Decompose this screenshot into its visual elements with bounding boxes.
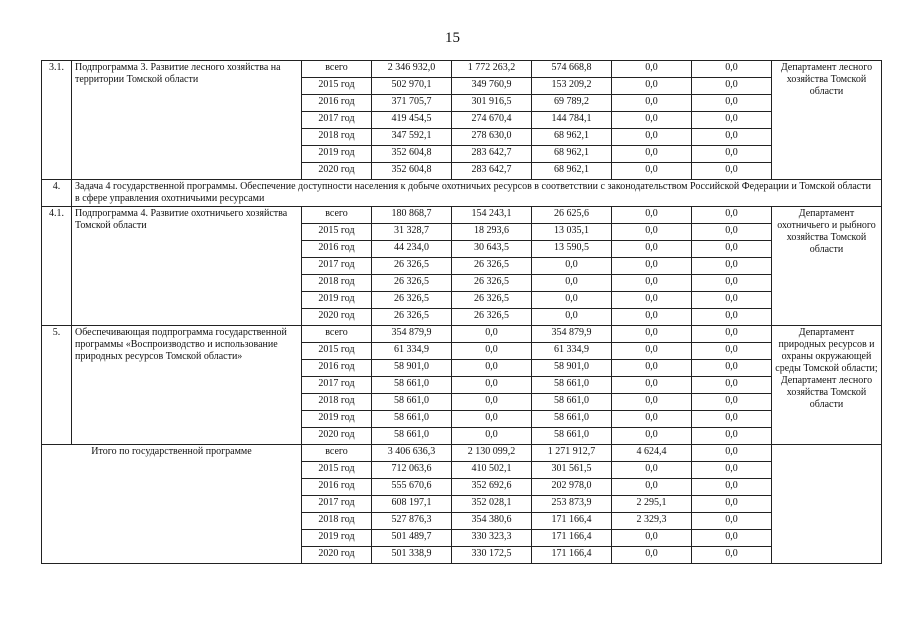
value-cell: 0,0 — [692, 411, 772, 428]
value-cell: 30 643,5 — [452, 241, 532, 258]
period-cell: 2015 год — [302, 462, 372, 479]
department-cell: Департамент охотничьего и рыбного хозяйства Томской области — [772, 207, 882, 326]
value-cell: 68 962,1 — [532, 163, 612, 180]
value-cell: 354 380,6 — [452, 513, 532, 530]
total-value-cell: 2 346 932,0 — [372, 61, 452, 78]
value-cell: 0,0 — [452, 343, 532, 360]
value-cell: 2 329,3 — [612, 513, 692, 530]
total-value-cell: 608 197,1 — [372, 496, 452, 513]
period-cell: 2016 год — [302, 360, 372, 377]
department-cell — [772, 445, 882, 564]
value-cell: 0,0 — [612, 377, 692, 394]
value-cell: 0,0 — [692, 61, 772, 78]
task-row — [42, 180, 882, 207]
value-cell: 26 326,5 — [452, 275, 532, 292]
period-cell: 2020 год — [302, 547, 372, 564]
total-value-cell: 58 661,0 — [372, 428, 452, 445]
value-cell: 0,0 — [612, 275, 692, 292]
department-cell: Департамент лесного хозяйства Томской области — [772, 61, 882, 180]
value-cell: 0,0 — [692, 129, 772, 146]
period-cell: всего — [302, 207, 372, 224]
total-label: Итого по государственной программе — [42, 445, 302, 564]
value-cell: 69 789,2 — [532, 95, 612, 112]
value-cell: 0,0 — [692, 207, 772, 224]
value-cell: 0,0 — [692, 513, 772, 530]
value-cell: 4 624,4 — [612, 445, 692, 462]
total-value-cell: 61 334,9 — [372, 343, 452, 360]
period-cell: 2018 год — [302, 275, 372, 292]
table-row — [42, 445, 882, 462]
value-cell: 0,0 — [532, 292, 612, 309]
total-value-cell: 419 454,5 — [372, 112, 452, 129]
funding-table — [41, 60, 882, 564]
value-cell: 0,0 — [692, 258, 772, 275]
period-cell: 2020 год — [302, 163, 372, 180]
value-cell: 26 326,5 — [452, 309, 532, 326]
value-cell: 0,0 — [692, 95, 772, 112]
value-cell: 0,0 — [692, 530, 772, 547]
value-cell: 0,0 — [692, 496, 772, 513]
value-cell: 1 772 263,2 — [452, 61, 532, 78]
value-cell: 0,0 — [692, 428, 772, 445]
value-cell: 0,0 — [692, 309, 772, 326]
page-number: 15 — [445, 30, 460, 46]
value-cell: 410 502,1 — [452, 462, 532, 479]
value-cell: 0,0 — [612, 326, 692, 343]
value-cell: 58 661,0 — [532, 428, 612, 445]
value-cell: 0,0 — [612, 146, 692, 163]
value-cell: 354 879,9 — [532, 326, 612, 343]
period-cell: 2017 год — [302, 377, 372, 394]
value-cell: 0,0 — [612, 241, 692, 258]
value-cell: 0,0 — [612, 112, 692, 129]
period-cell: 2019 год — [302, 530, 372, 547]
value-cell: 26 326,5 — [452, 258, 532, 275]
total-value-cell: 26 326,5 — [372, 292, 452, 309]
period-cell: 2018 год — [302, 394, 372, 411]
total-value-cell: 555 670,6 — [372, 479, 452, 496]
value-cell: 0,0 — [692, 343, 772, 360]
total-value-cell: 501 338,9 — [372, 547, 452, 564]
total-value-cell: 354 879,9 — [372, 326, 452, 343]
value-cell: 13 590,5 — [532, 241, 612, 258]
total-value-cell: 26 326,5 — [372, 309, 452, 326]
row-number: 5. — [42, 326, 72, 445]
value-cell: 352 028,1 — [452, 496, 532, 513]
value-cell: 26 625,6 — [532, 207, 612, 224]
value-cell: 330 323,3 — [452, 530, 532, 547]
total-value-cell: 347 592,1 — [372, 129, 452, 146]
value-cell: 0,0 — [452, 411, 532, 428]
value-cell: 0,0 — [692, 224, 772, 241]
value-cell: 0,0 — [692, 394, 772, 411]
value-cell: 0,0 — [612, 394, 692, 411]
period-cell: 2015 год — [302, 224, 372, 241]
value-cell: 58 661,0 — [532, 411, 612, 428]
value-cell: 1 271 912,7 — [532, 445, 612, 462]
total-value-cell: 44 234,0 — [372, 241, 452, 258]
value-cell: 330 172,5 — [452, 547, 532, 564]
value-cell: 301 561,5 — [532, 462, 612, 479]
value-cell: 0,0 — [692, 146, 772, 163]
table-row — [42, 326, 882, 343]
period-cell: 2018 год — [302, 513, 372, 530]
value-cell: 253 873,9 — [532, 496, 612, 513]
value-cell: 0,0 — [692, 275, 772, 292]
period-cell: 2017 год — [302, 258, 372, 275]
value-cell: 0,0 — [612, 428, 692, 445]
period-cell: 2019 год — [302, 146, 372, 163]
total-value-cell: 527 876,3 — [372, 513, 452, 530]
value-cell: 0,0 — [612, 530, 692, 547]
total-value-cell: 58 661,0 — [372, 377, 452, 394]
value-cell: 0,0 — [692, 78, 772, 95]
value-cell: 0,0 — [612, 462, 692, 479]
table-row — [42, 207, 882, 224]
period-cell: всего — [302, 445, 372, 462]
period-cell: 2019 год — [302, 411, 372, 428]
value-cell: 202 978,0 — [532, 479, 612, 496]
value-cell: 2 295,1 — [612, 496, 692, 513]
value-cell: 68 962,1 — [532, 129, 612, 146]
subprogram-name: Обеспечивающая подпрограмма государственной программы «Воспроизводство и использование природных ресурсов Томской области» — [72, 326, 302, 445]
value-cell: 171 166,4 — [532, 513, 612, 530]
value-cell: 0,0 — [532, 309, 612, 326]
value-cell: 0,0 — [612, 360, 692, 377]
period-cell: 2017 год — [302, 496, 372, 513]
value-cell: 0,0 — [692, 292, 772, 309]
row-number: 3.1. — [42, 61, 72, 180]
value-cell: 153 209,2 — [532, 78, 612, 95]
value-cell: 352 692,6 — [452, 479, 532, 496]
value-cell: 0,0 — [692, 112, 772, 129]
value-cell: 283 642,7 — [452, 163, 532, 180]
value-cell: 0,0 — [612, 224, 692, 241]
value-cell: 26 326,5 — [452, 292, 532, 309]
value-cell: 0,0 — [452, 428, 532, 445]
value-cell: 0,0 — [692, 163, 772, 180]
value-cell: 61 334,9 — [532, 343, 612, 360]
value-cell: 18 293,6 — [452, 224, 532, 241]
value-cell: 58 661,0 — [532, 394, 612, 411]
period-cell: 2018 год — [302, 129, 372, 146]
period-cell: 2016 год — [302, 95, 372, 112]
value-cell: 0,0 — [692, 360, 772, 377]
value-cell: 0,0 — [692, 377, 772, 394]
row-number: 4.1. — [42, 207, 72, 326]
total-value-cell: 58 661,0 — [372, 394, 452, 411]
value-cell: 278 630,0 — [452, 129, 532, 146]
total-value-cell: 712 063,6 — [372, 462, 452, 479]
value-cell: 0,0 — [452, 360, 532, 377]
value-cell: 171 166,4 — [532, 547, 612, 564]
total-value-cell: 3 406 636,3 — [372, 445, 452, 462]
total-value-cell: 58 661,0 — [372, 411, 452, 428]
department-cell: Департамент природных ресурсов и охраны окружающей среды Томской области; Департамент лесного хозяйства Томской области — [772, 326, 882, 445]
value-cell: 0,0 — [692, 462, 772, 479]
value-cell: 0,0 — [452, 326, 532, 343]
total-value-cell: 26 326,5 — [372, 275, 452, 292]
value-cell: 0,0 — [612, 258, 692, 275]
value-cell: 0,0 — [612, 207, 692, 224]
period-cell: 2020 год — [302, 309, 372, 326]
value-cell: 0,0 — [612, 61, 692, 78]
total-value-cell: 58 901,0 — [372, 360, 452, 377]
period-cell: всего — [302, 326, 372, 343]
value-cell: 0,0 — [612, 292, 692, 309]
value-cell: 0,0 — [612, 343, 692, 360]
value-cell: 0,0 — [612, 547, 692, 564]
period-cell: 2019 год — [302, 292, 372, 309]
value-cell: 0,0 — [612, 78, 692, 95]
value-cell: 0,0 — [692, 326, 772, 343]
value-cell: 0,0 — [612, 95, 692, 112]
value-cell: 58 661,0 — [532, 377, 612, 394]
value-cell: 0,0 — [612, 163, 692, 180]
value-cell: 2 130 099,2 — [452, 445, 532, 462]
value-cell: 349 760,9 — [452, 78, 532, 95]
value-cell: 144 784,1 — [532, 112, 612, 129]
total-value-cell: 31 328,7 — [372, 224, 452, 241]
period-cell: 2017 год — [302, 112, 372, 129]
subprogram-name: Подпрограмма 4. Развитие охотничьего хозяйства Томской области — [72, 207, 302, 326]
value-cell: 171 166,4 — [532, 530, 612, 547]
total-value-cell: 371 705,7 — [372, 95, 452, 112]
value-cell: 283 642,7 — [452, 146, 532, 163]
value-cell: 0,0 — [692, 547, 772, 564]
value-cell: 0,0 — [452, 377, 532, 394]
total-value-cell: 352 604,8 — [372, 163, 452, 180]
total-value-cell: 502 970,1 — [372, 78, 452, 95]
value-cell: 0,0 — [692, 479, 772, 496]
value-cell: 301 916,5 — [452, 95, 532, 112]
value-cell: 13 035,1 — [532, 224, 612, 241]
total-value-cell: 501 489,7 — [372, 530, 452, 547]
period-cell: 2016 год — [302, 479, 372, 496]
period-cell: 2015 год — [302, 343, 372, 360]
value-cell: 154 243,1 — [452, 207, 532, 224]
value-cell: 58 901,0 — [532, 360, 612, 377]
total-value-cell: 352 604,8 — [372, 146, 452, 163]
period-cell: 2016 год — [302, 241, 372, 258]
value-cell: 574 668,8 — [532, 61, 612, 78]
period-cell: всего — [302, 61, 372, 78]
value-cell: 0,0 — [692, 241, 772, 258]
value-cell: 0,0 — [532, 258, 612, 275]
value-cell: 274 670,4 — [452, 112, 532, 129]
value-cell: 0,0 — [612, 129, 692, 146]
task-text: Задача 4 государственной программы. Обеспечение доступности населения к добыче охотничьих ресурсов в соответствии с законодательством Российской Федерации и Томской области в сфере управления охотничьими ресурсами — [72, 180, 882, 207]
subprogram-name: Подпрограмма 3. Развитие лесного хозяйства на территории Томской области — [72, 61, 302, 180]
value-cell: 0,0 — [452, 394, 532, 411]
value-cell: 0,0 — [612, 309, 692, 326]
value-cell: 0,0 — [612, 479, 692, 496]
value-cell: 0,0 — [612, 411, 692, 428]
row-number: 4. — [42, 180, 72, 207]
table-row — [42, 61, 882, 78]
value-cell: 68 962,1 — [532, 146, 612, 163]
value-cell: 0,0 — [692, 445, 772, 462]
period-cell: 2015 год — [302, 78, 372, 95]
value-cell: 0,0 — [532, 275, 612, 292]
total-value-cell: 26 326,5 — [372, 258, 452, 275]
total-value-cell: 180 868,7 — [372, 207, 452, 224]
period-cell: 2020 год — [302, 428, 372, 445]
